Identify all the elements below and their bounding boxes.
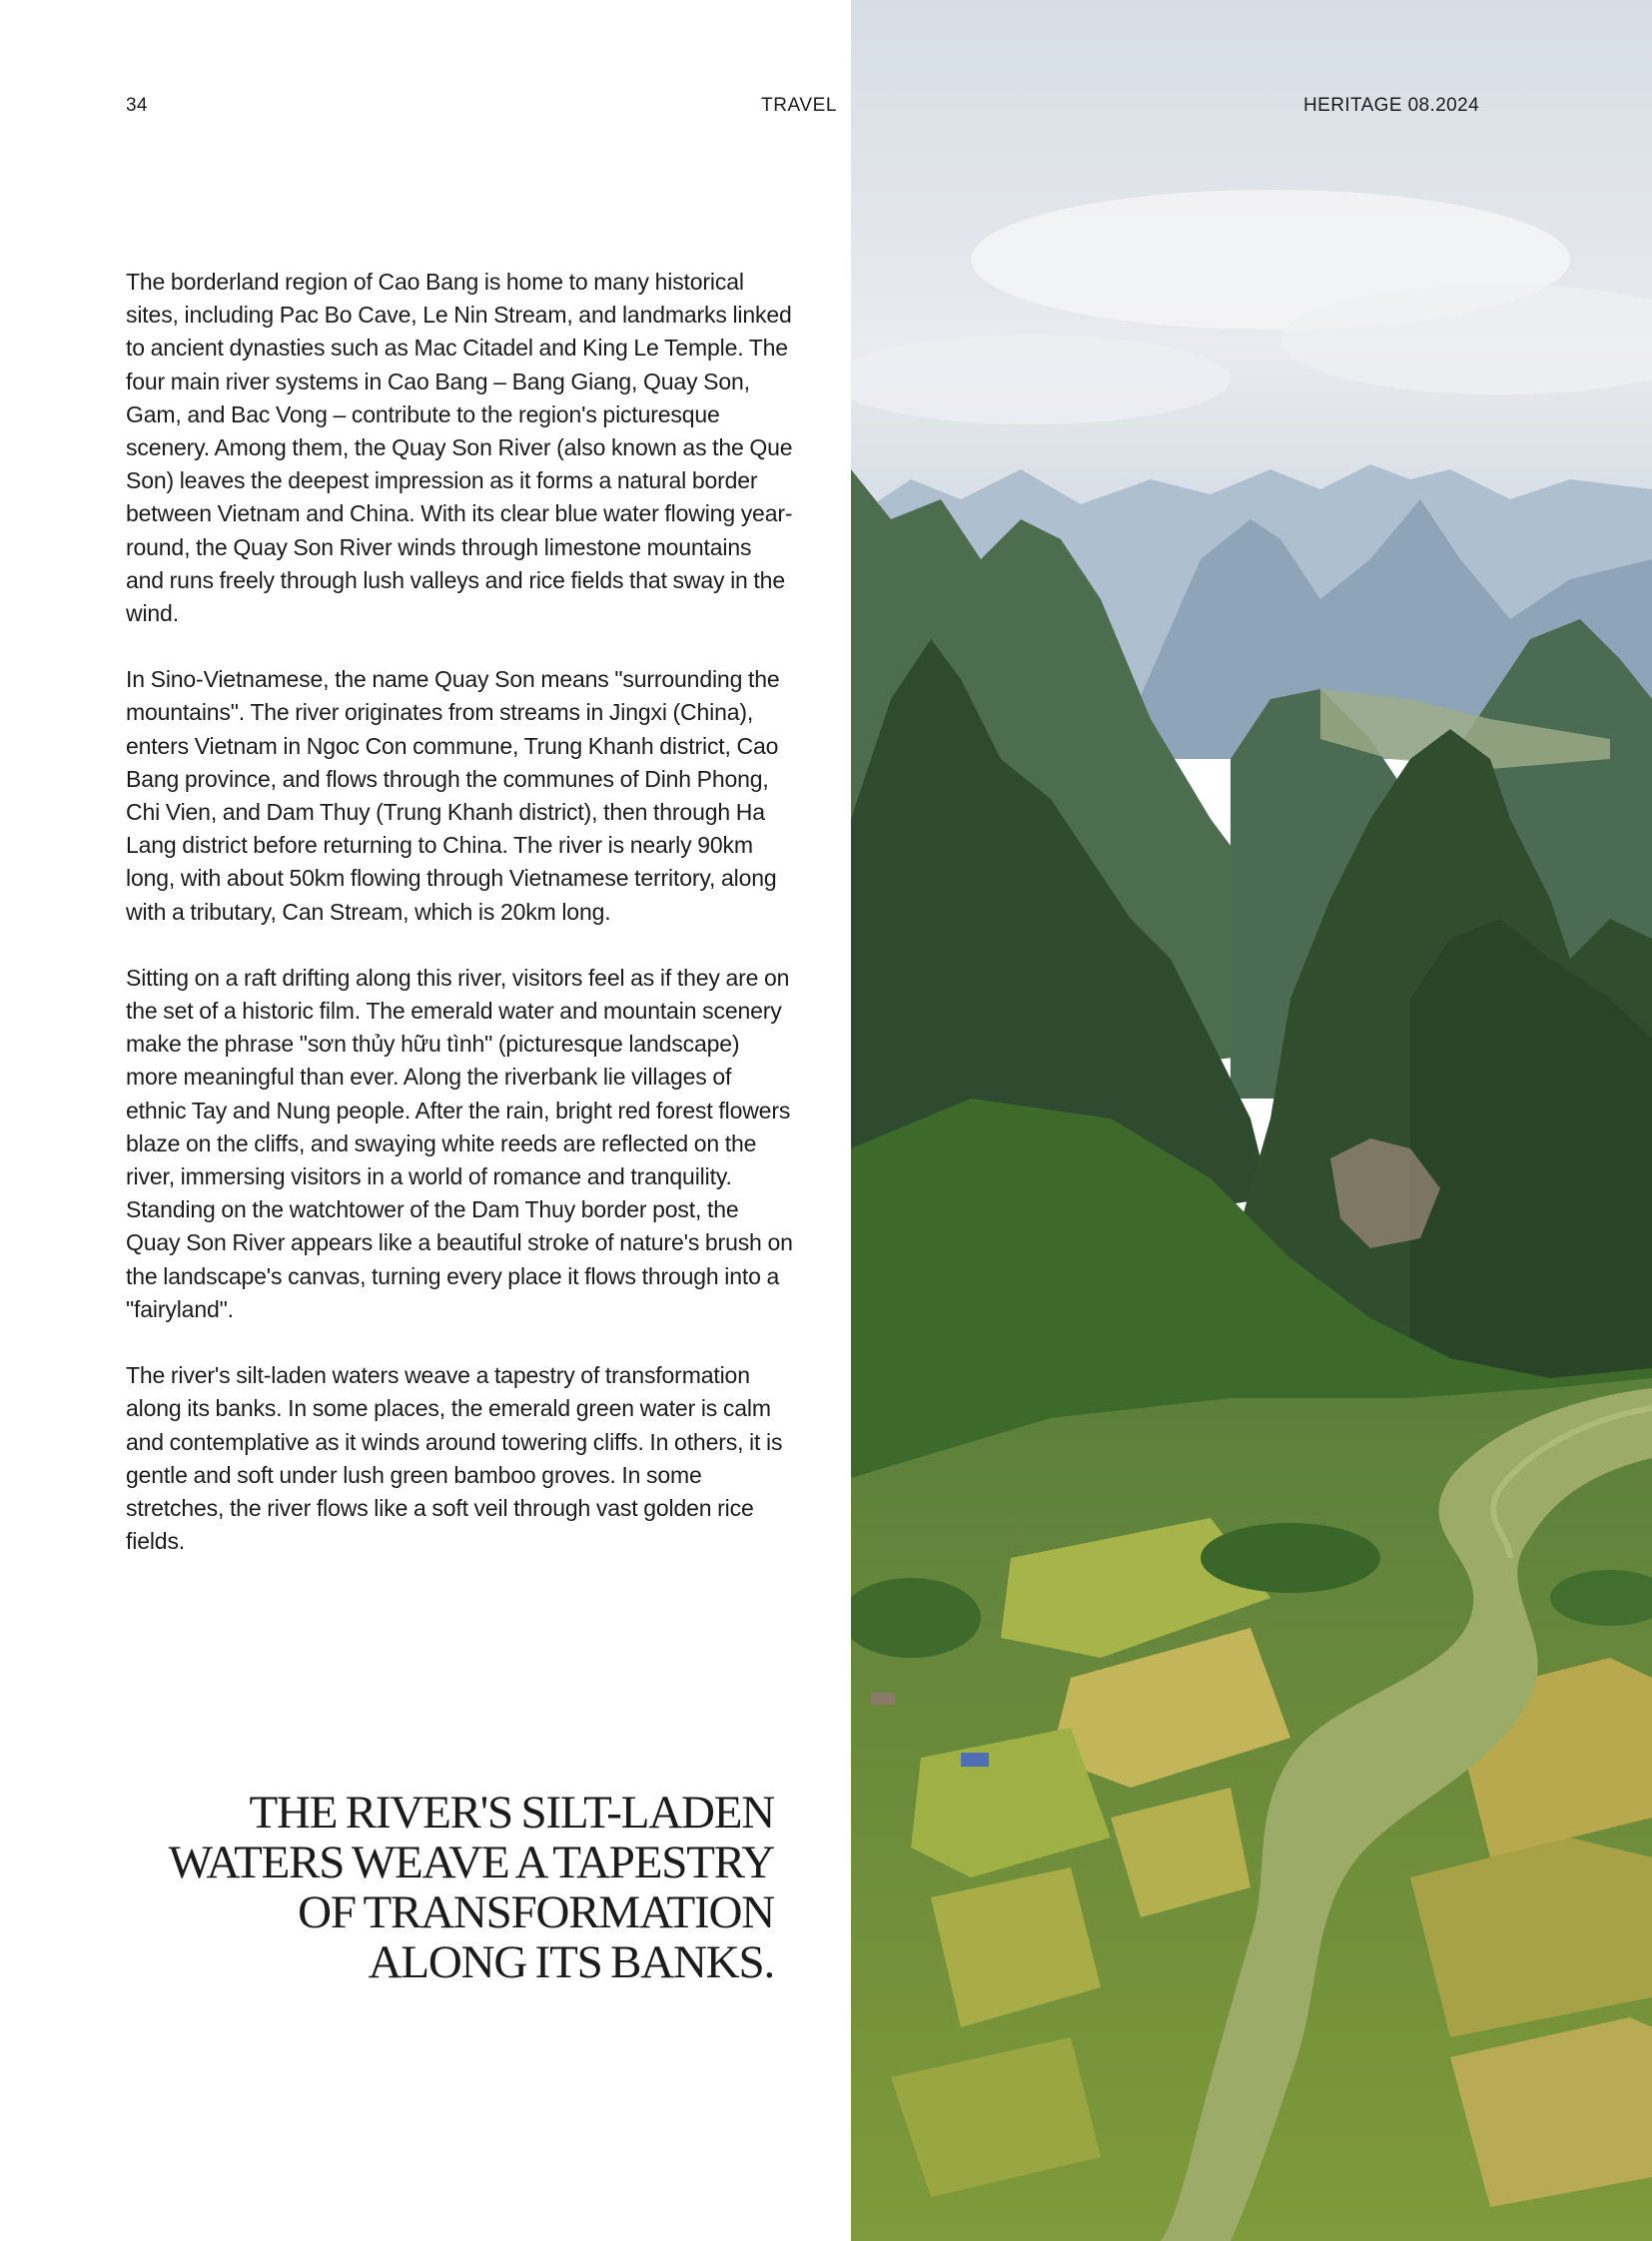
landscape-photo <box>851 0 1652 2241</box>
paragraph: The river's silt-laden waters weave a tapestry of transformation along its banks. In some places, the emerald green water is calm and contemplative as it winds around towering cliffs. In others, it is gentle and soft under lush green bamboo groves. In some stretches, the river flows like a soft veil through vast golden rice fields. <box>126 1362 783 1555</box>
paragraph: In Sino-Vietnamese, the name Quay Son means "surrounding the mountains". The river originates from streams in Jingxi (China), enters Vietnam in Ngoc Con commune, Trung Khanh district, Cao Bang province, and flows through the communes of Dinh Phong, Chi Vien, and Dam Thuy (Trung Khanh district), then through Ha Lang district before returning to China. The river is nearly 90km long, with about 50km flowing through Vietnamese territory, along with a tributary, Can Stream, which is 20km long. <box>126 666 780 925</box>
pull-quote: THE RIVER'S SILT-LADEN WATERS WEAVE A TAPESTRY OF TRANSFORMATION ALONG ITS BANKS. <box>168 1787 774 1988</box>
paragraph: Sitting on a raft drifting along this river, visitors feel as if they are on the set of a historic film. The emerald water and mountain scenery make the phrase "sơn thủy hữu tình" (picturesque landscape) more meaningful than ever. Along the riverbank lie villages of ethnic Tay and Nung people. After the rain, bright red forest flowers blaze on the cliffs, and swaying white reeds are reflected on the river, immersing visitors in a world of romance and tranquility. Standing on the watchtower of the Dam Thuy border post, the Quay Son River appears like a beautiful stroke of nature's brush on the landscape's canvas, turning every place it flows through into a "fairyland". <box>126 964 793 1322</box>
photo-illustration <box>851 0 1652 2241</box>
issue-label: HERITAGE 08.2024 <box>1303 95 1480 116</box>
tree-cluster <box>1201 1523 1380 1593</box>
paragraph: The borderland region of Cao Bang is home to many historical sites, including Pac Bo Cave, Le Nin Stream, and landmarks linked to ancient dynasties such as Mac Citadel and King Le Temple. The four main river systems in Cao Bang – Bang Giang, Quay Son, Gam, and Bac Vong – contribute to the region's picturesque scenery. Among them, the Quay Son River (also known as the Que Son) leaves the deepest impression as it forms a natural border between Vietnam and China. With its clear blue water flowing year-round, the Quay Son River winds through limestone mountains and runs freely through lush valleys and rice fields that sway in the wind. <box>126 269 793 627</box>
section-label: TRAVEL <box>761 95 838 116</box>
house-roof <box>871 1693 895 1705</box>
article-body <box>126 266 793 1591</box>
page-number: 34 <box>126 95 148 116</box>
house-roof <box>961 1753 989 1767</box>
